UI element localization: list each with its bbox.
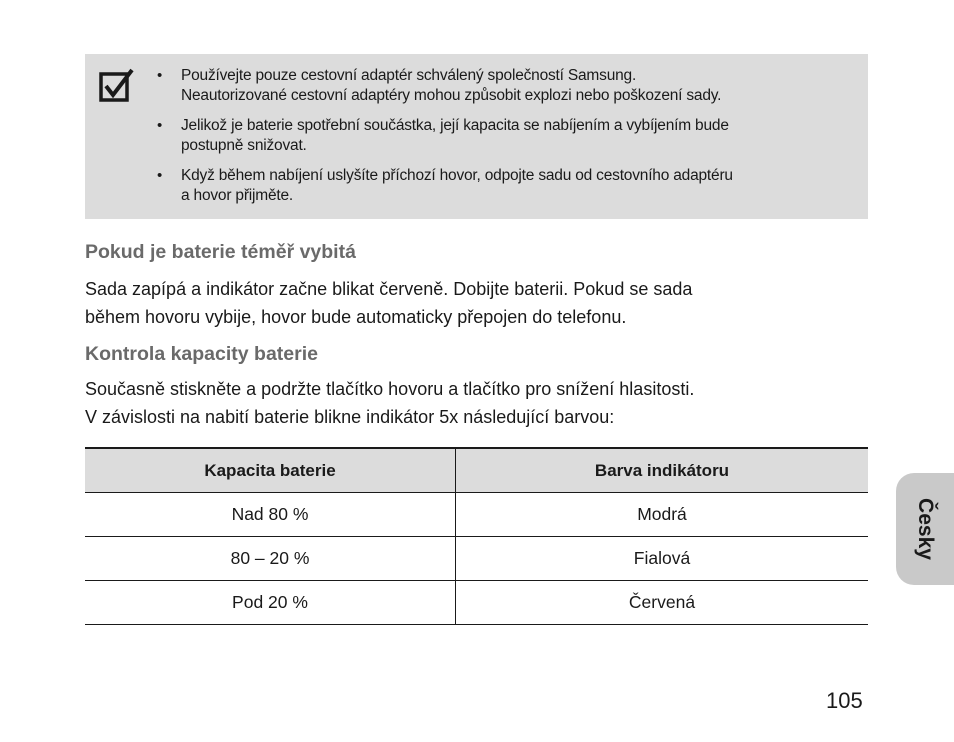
paragraph-line: V závislosti na nabití baterie blikne indikátor 5x následující barvou: [85, 407, 615, 427]
paragraph-line: Současně stiskněte a podržte tlačítko hovoru a tlačítko pro snížení hlasitosti. [85, 379, 695, 399]
table-cell-color: Modrá [456, 493, 869, 537]
column-header-capacity: Kapacita baterie [85, 448, 456, 493]
table-cell-color: Červená [456, 581, 869, 625]
paragraph-line: během hovoru vybije, hovor bude automaticky přepojen do telefonu. [85, 307, 627, 327]
checkbox-check-icon [99, 68, 135, 104]
note-item [157, 66, 857, 106]
note-list [157, 66, 857, 216]
note-item-line: a hovor přijměte. [181, 187, 294, 204]
note-item [157, 166, 857, 206]
paragraph-line: Sada zapípá a indikátor začne blikat červeně. Dobijte baterii. Pokud se sada [85, 279, 693, 299]
section-paragraph-capacity [85, 375, 694, 431]
note-item-line: postupně snižovat. [181, 137, 307, 154]
table-row [85, 581, 868, 625]
note-item-line: Neautorizované cestovní adaptéry mohou způsobit explozi nebo poškození sady. [181, 87, 722, 104]
language-label: Česky [914, 498, 937, 560]
section-heading-capacity: Kontrola kapacity baterie [85, 343, 318, 365]
table-header-row [85, 448, 868, 493]
table-row [85, 493, 868, 537]
column-header-color: Barva indikátoru [456, 448, 869, 493]
section-heading-low-battery: Pokud je baterie téměř vybitá [85, 241, 356, 263]
section-paragraph-low-battery [85, 275, 692, 331]
note-item-line: • Jelikož je baterie spotřební součástka, její kapacita se nabíjením a vybíjením bude [181, 117, 729, 134]
table-cell-capacity: Pod 20 % [85, 581, 456, 625]
table-cell-capacity: Nad 80 % [85, 493, 456, 537]
battery-indicator-table [85, 447, 868, 625]
note-item-line: • Když během nabíjení uslyšíte příchozí hovor, odpojte sadu od cestovního adaptéru [181, 167, 733, 184]
table-row [85, 537, 868, 581]
table-cell-capacity: 80 – 20 % [85, 537, 456, 581]
note-box [85, 54, 868, 219]
table-cell-color: Fialová [456, 537, 869, 581]
note-item [157, 116, 857, 156]
language-side-tab [896, 473, 954, 585]
note-item-line: • Používejte pouze cestovní adaptér schválený společností Samsung. [181, 67, 637, 84]
page-number: 105 [826, 688, 863, 713]
